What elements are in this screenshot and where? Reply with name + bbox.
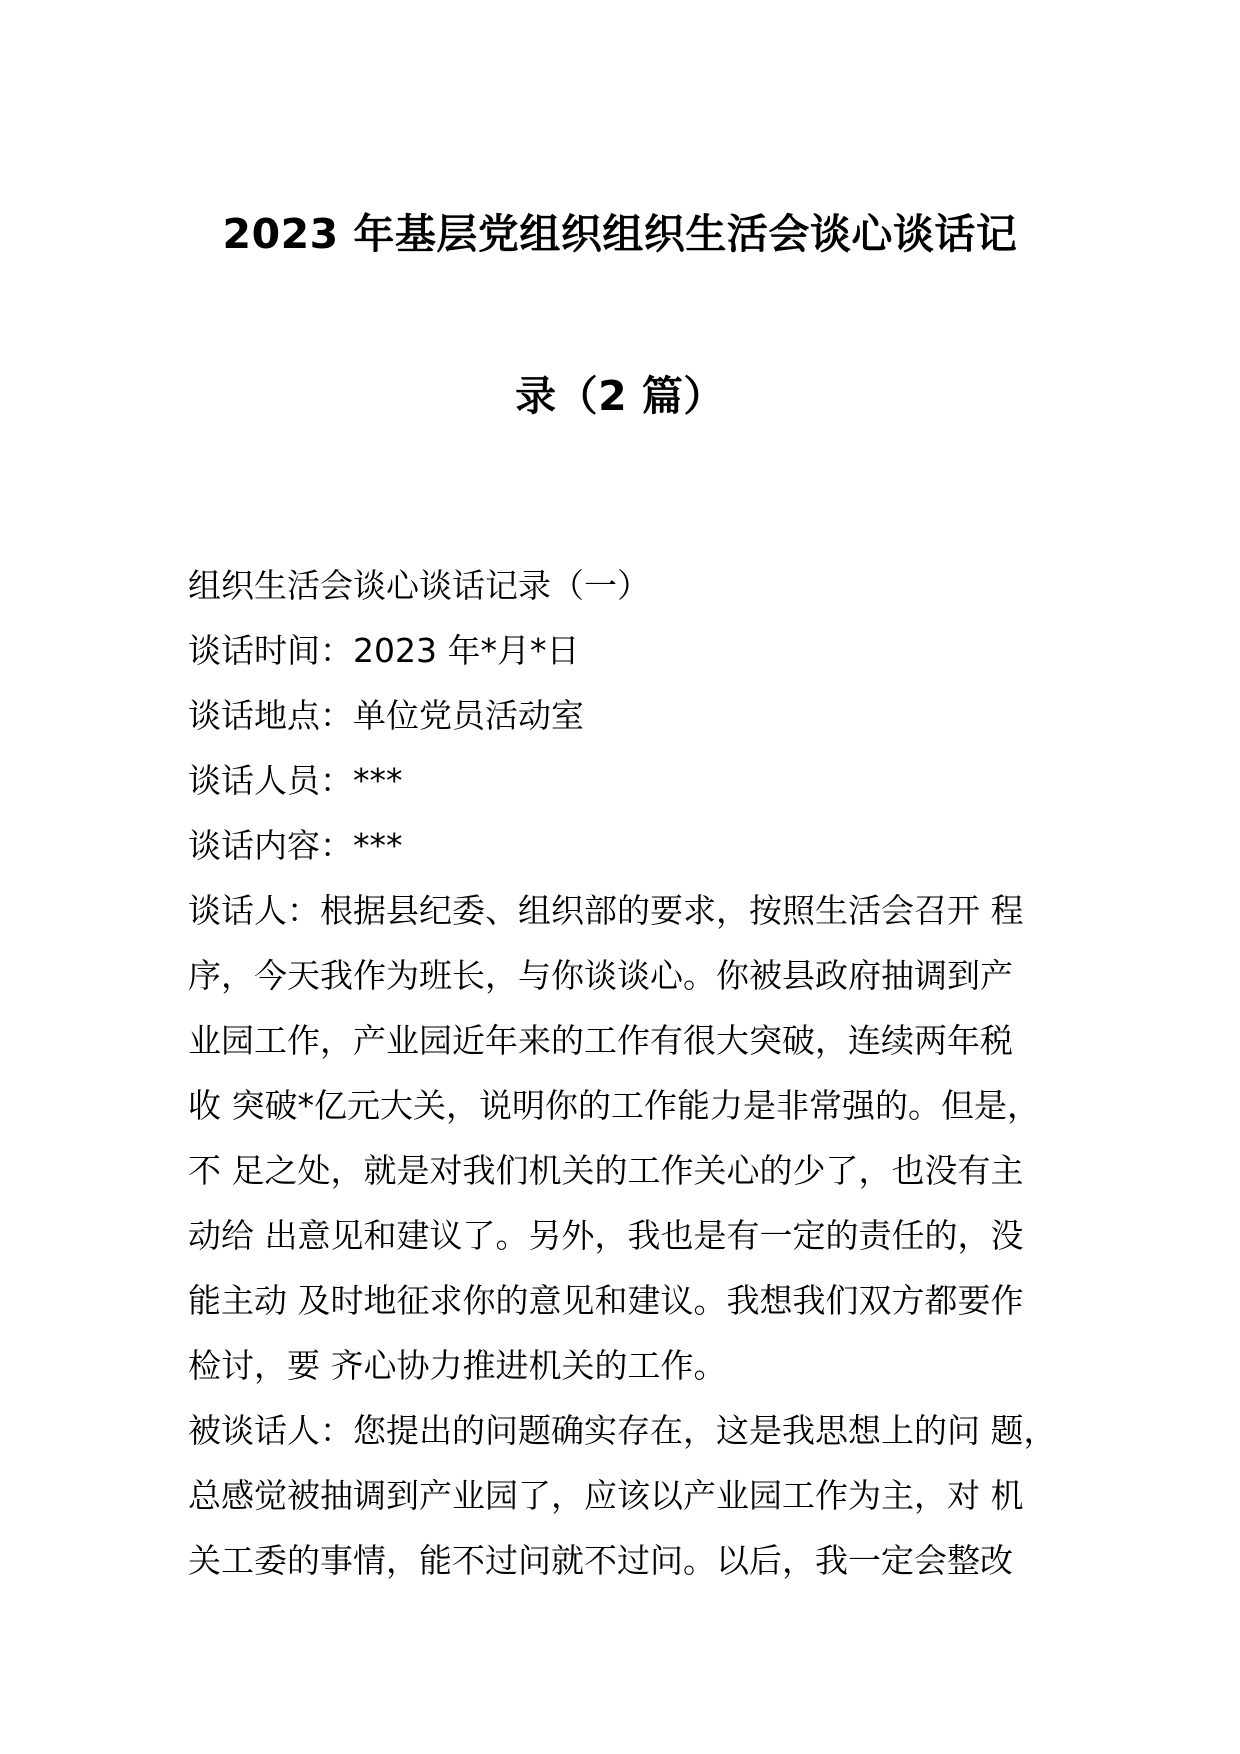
body-line: 被谈话人：您提出的问题确实存在，这是我思想上的问 题， (188, 1411, 1057, 1450)
talk-content: 谈话内容：*** (188, 826, 403, 865)
body-line: 谈话人：根据县纪委、组织部的要求，按照生活会召开 程 (188, 891, 1024, 930)
body-line: 动给 出意见和建议了。另外，我也是有一定的责任的，没 (188, 1216, 1024, 1255)
document-title-line-1: 2023 年基层党组织组织生活会谈心谈话记 (222, 210, 1018, 258)
talk-location: 谈话地点：单位党员活动室 (188, 696, 584, 735)
body-line: 不 足之处，就是对我们机关的工作关心的少了，也没有主 (188, 1151, 1024, 1190)
body-line: 业园工作，产业园近年来的工作有很大突破，连续两年税 (188, 1021, 1013, 1060)
document-title-line-2: 录（2 篇） (515, 372, 725, 420)
section-heading: 组织生活会谈心谈话记录（一） (188, 566, 650, 605)
talk-participants: 谈话人员：*** (188, 761, 403, 800)
body-line: 关工委的事情，能不过问就不过问。以后，我一定会整改 (188, 1541, 1013, 1580)
body-line: 收 突破*亿元大关，说明你的工作能力是非常强的。但是， (188, 1086, 1040, 1125)
body-line: 检讨，要 齐心协力推进机关的工作。 (188, 1346, 727, 1385)
body-line: 序，今天我作为班长，与你谈谈心。你被县政府抽调到产 (188, 956, 1013, 995)
body-line: 能主动 及时地征求你的意见和建议。我想我们双方都要作 (188, 1281, 1024, 1320)
talk-time: 谈话时间：2023 年*月*日 (188, 631, 580, 670)
document-body (188, 553, 1078, 1593)
body-line: 总感觉被抽调到产业园了，应该以产业园工作为主，对 机 (188, 1476, 1024, 1515)
